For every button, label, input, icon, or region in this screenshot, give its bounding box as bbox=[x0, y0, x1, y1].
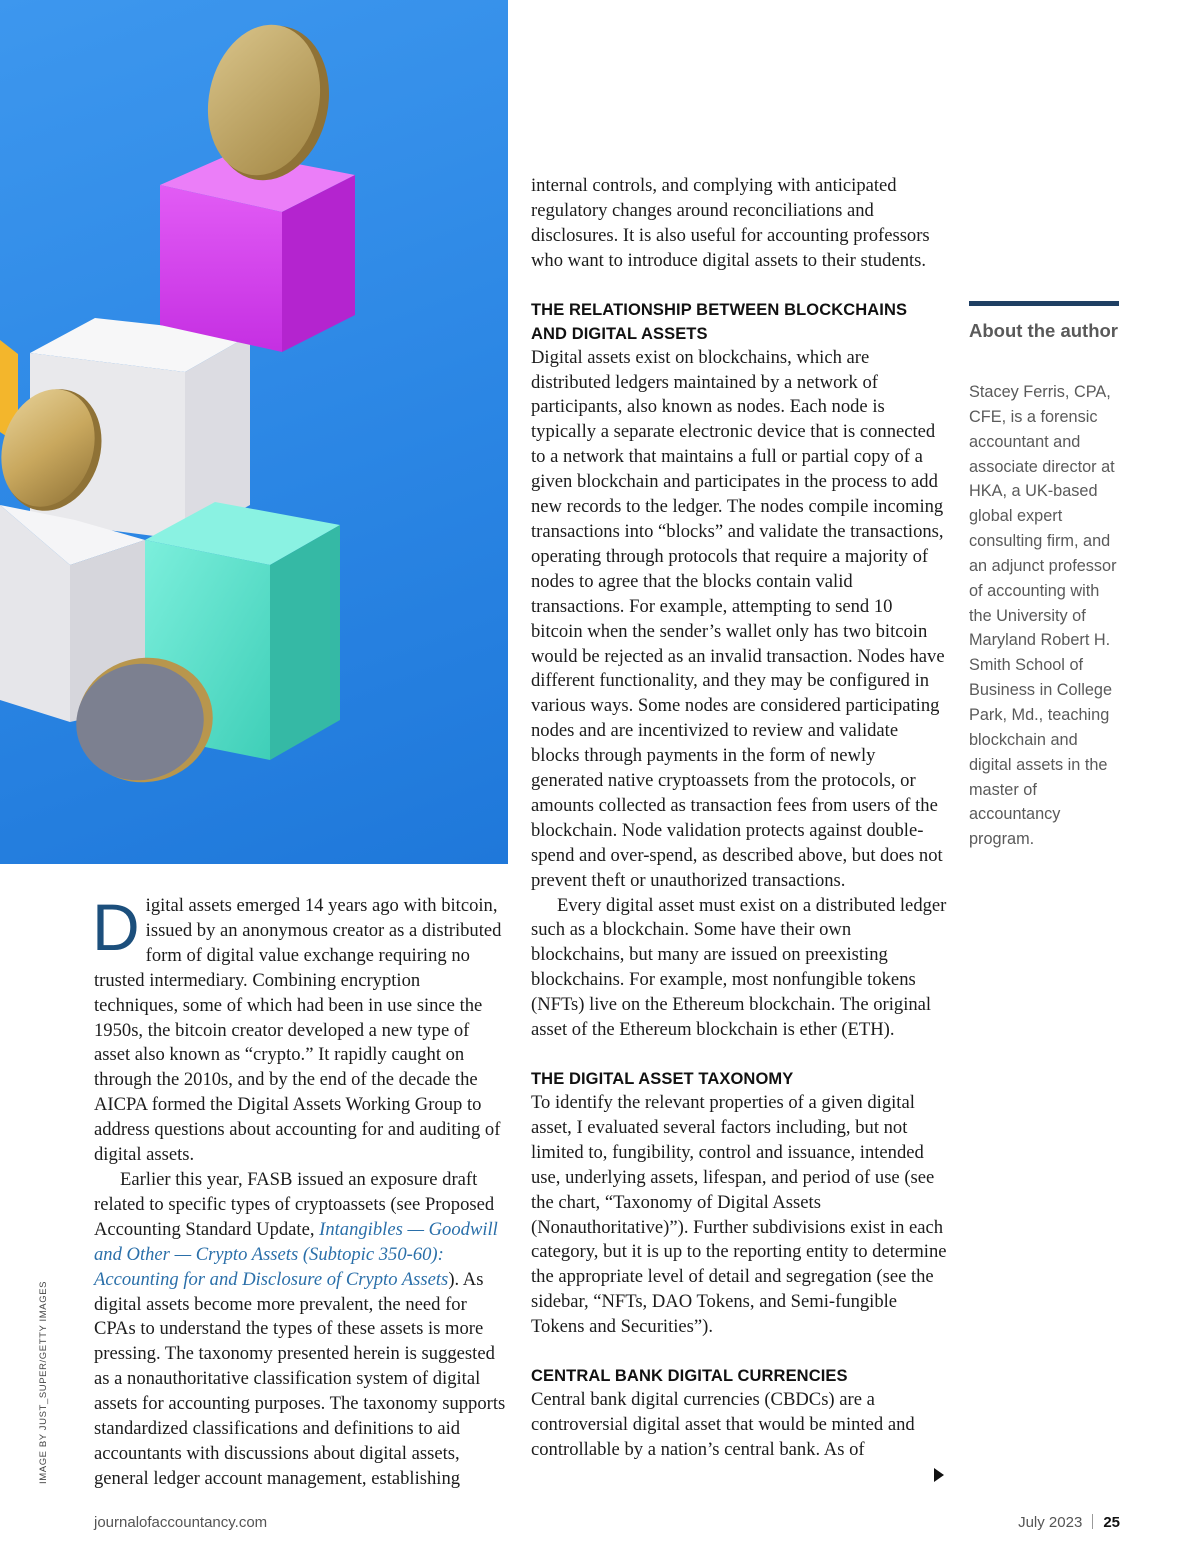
footer-divider bbox=[1092, 1514, 1093, 1529]
sidebar-rule bbox=[969, 301, 1119, 306]
intro-paragraph-2: Earlier this year, FASB issued an exposure draft related to specific types of cryptoassets (see Proposed Accounting Standard Update, Intangibles — Goodwill and Other — Crypto Assets (Subtopic 350-60): Accounting for and Disclosure of Crypto Assets). As digital assets become more prevalent, the need for CPAs to understand the types of these assets is more pressing. The taxonomy presented herein is suggested as a nonauthoritative classification system of digital assets for accounting purposes. The taxonomy supports standardized classifications and definitions to aid accountants with discussions about digital assets, general ledger account management, establishing bbox=[94, 1168, 506, 1489]
author-sidebar-title: About the author bbox=[969, 320, 1119, 341]
intro-paragraph-1: Digital assets emerged 14 years ago with bitcoin, issued by an anonymous creator as a distributed form of digital value exchange requiring no trusted intermediary. Combining encryption techniques, some of which had been in use since the 1950s, the bitcoin creator developed a new type of asset also known as “crypto.” It rapidly caught on through the 2010s, and by the end of the decade the AICPA formed the Digital Assets Working Group to address questions about accounting for and auditing of digital assets. bbox=[92, 890, 502, 1166]
page-number: 25 bbox=[1103, 1514, 1120, 1531]
footer-issue-page bbox=[1018, 1514, 1120, 1531]
main-column bbox=[531, 174, 947, 1463]
magenta-cube bbox=[160, 152, 355, 352]
continued-paragraph: internal controls, and complying with anticipated regulatory changes around reconciliations and disclosures. It is also useful for accounting professors who want to introduce digital assets to their students. bbox=[531, 175, 930, 271]
blockchains-paragraph-2: Every digital asset must exist on a distributed ledger such as a blockchain. Some have their own blockchains, but many are issued on preexisting blockchains. For example, most nonfungible tokens (NFTs) live on the Ethereum blockchain. The original asset of the Ethereum blockchain is ether (ETH). bbox=[531, 894, 947, 1041]
fasb-exposure-draft-link[interactable]: Intangibles — Goodwill and Other — Crypto Assets (Subtopic 350-60): Accounting for and Disclosure of Crypto Assets bbox=[94, 1218, 498, 1290]
continued-arrow-icon bbox=[934, 1468, 944, 1482]
taxonomy-paragraph: To identify the relevant properties of a given digital asset, I evaluated several factors including, but not limited to, fungibility, control and issuance, intended use, underlying assets, lifespan, and period of use (see the chart, “Taxonomy of Digital Assets (Nonauthoritative)”). Further subdivisions exist in each category, but it is up to the reporting entity to determine the appropriate level of detail and segregation (see the sidebar, “NFTs, DAO Tokens, and Semi-fungible Tokens and Securities”). bbox=[531, 1092, 947, 1338]
cbdc-paragraph: Central bank digital currencies (CBDCs) are a controversial digital asset that would be minted and controllable by a nation’s central bank. As of bbox=[531, 1389, 915, 1460]
hero-photo bbox=[0, 0, 508, 864]
author-bio: Stacey Ferris, CPA, CFE, is a forensic accountant and associate director at HKA, a UK-based global expert consulting firm, and an adjunct professor of accounting with the University of Maryland Robert H. Smith School of Business in College Park, Md., teaching blockchain and digital assets in the master of accountancy program. bbox=[969, 383, 1117, 849]
footer-website[interactable]: journalofaccountancy.com bbox=[94, 1514, 268, 1531]
section-heading-cbdc: CENTRAL BANK DIGITAL CURRENCIES bbox=[531, 1367, 848, 1386]
section-heading-taxonomy: THE DIGITAL ASSET TAXONOMY bbox=[531, 1070, 794, 1088]
drop-cap: D bbox=[92, 890, 140, 964]
issue-date: July 2023 bbox=[1018, 1514, 1083, 1531]
section-heading-blockchains: THE RELATIONSHIP BETWEEN BLOCKCHAINS AND DIGITAL ASSETS bbox=[531, 300, 908, 343]
cubes-and-coins-illustration bbox=[0, 0, 508, 864]
image-credit: IMAGE BY JUST_SUPER/GETTY IMAGES bbox=[38, 1280, 49, 1484]
blockchains-paragraph-1: Digital assets exist on blockchains, which are distributed ledgers maintained by a network of participants, also known as nodes. Each node is typically a separate electronic device that is connected to a network that maintains a full or partial copy of a given blockchain and participates in the process to add new records to the ledger. The nodes compile incoming transactions into “blocks” and validate the transactions, operating through protocols that require a majority of nodes to agree that the blocks contain valid transactions. For example, attempting to send 10 bitcoin when the sender’s wallet only has two bitcoin would be rejected as an invalid transaction. Nodes have different functionality, and they may be configured in various ways. Some nodes are considered participating nodes and are incentivized to review and validate blocks through payments in the form of newly generated native cryptoassets from the protocols, or amounts collected as transaction fees from users of the blockchain. Node validation protects against double-spend and over-spend, as described above, but does not prevent theft or unauthorized transactions. bbox=[531, 346, 945, 891]
intro-column bbox=[92, 890, 508, 1492]
